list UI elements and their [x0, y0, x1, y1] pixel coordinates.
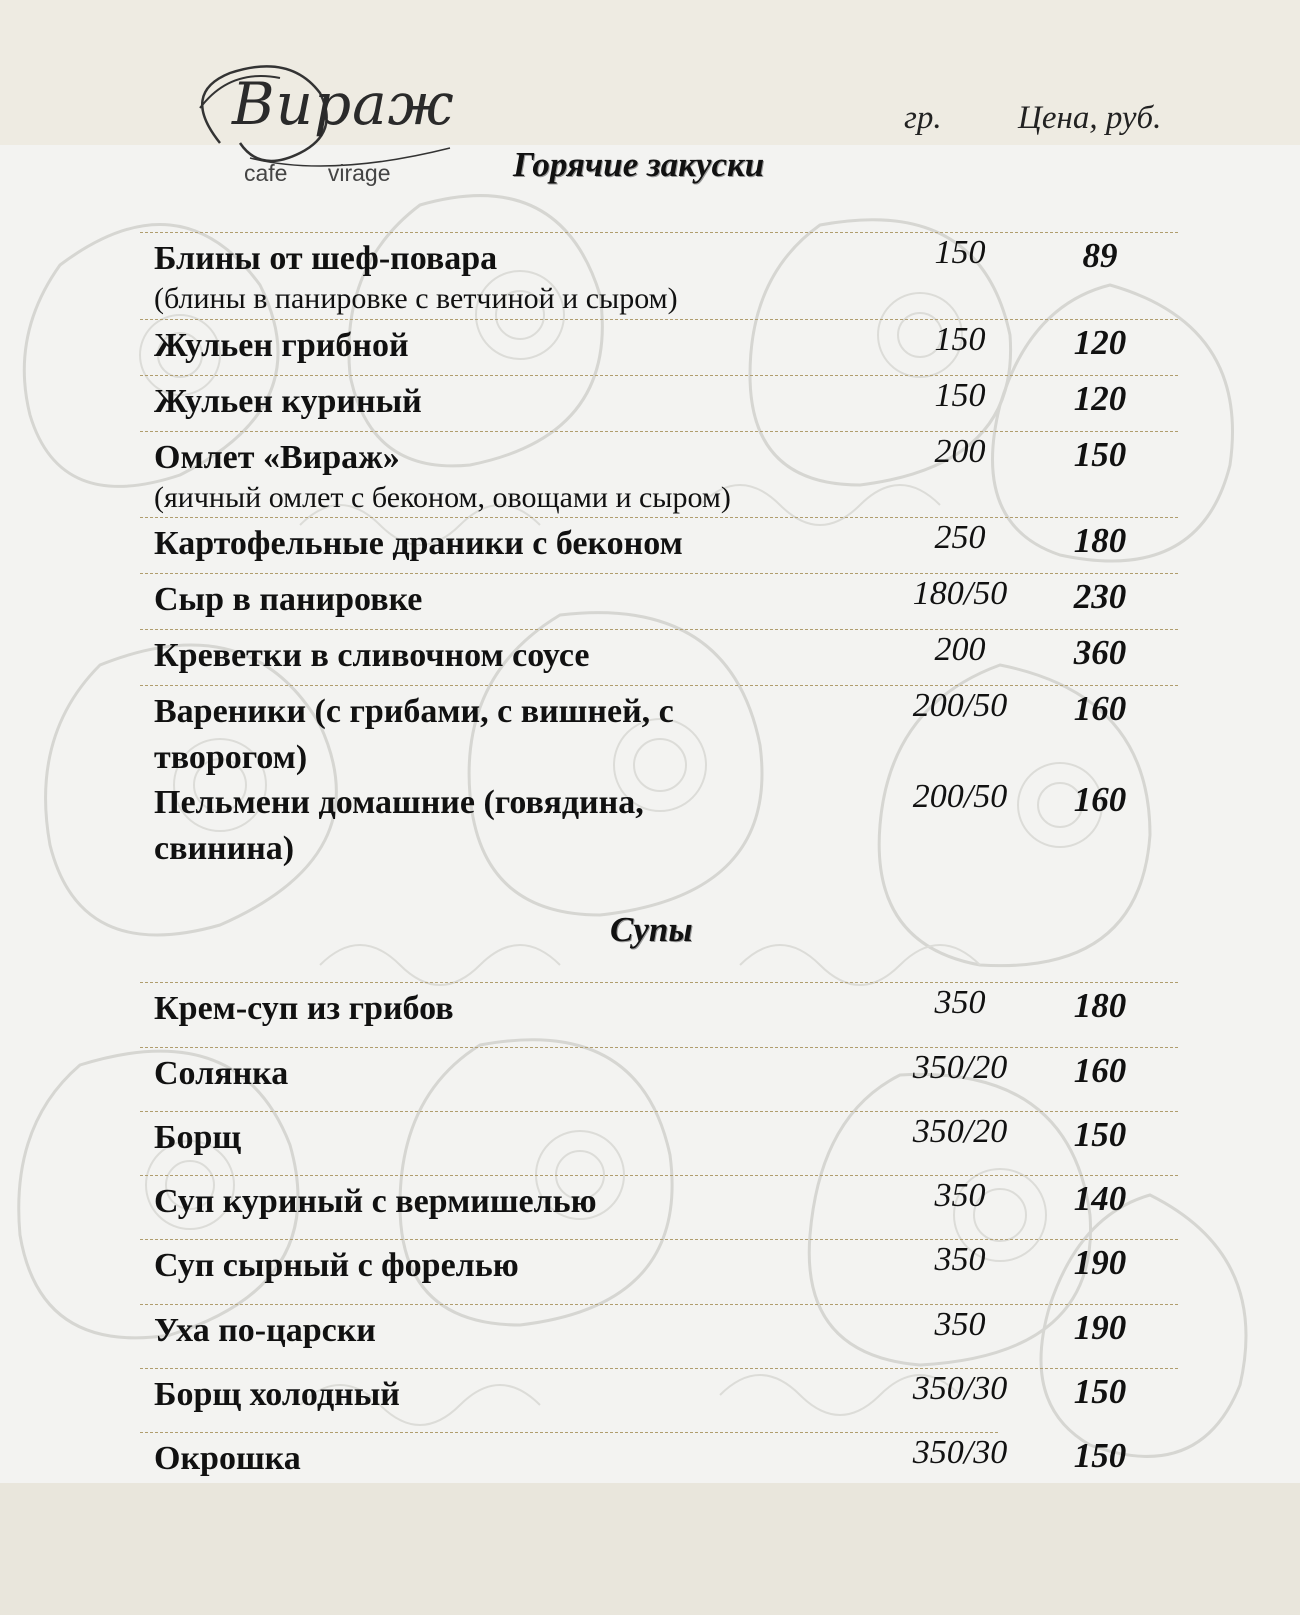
- row-divider: [140, 517, 1178, 518]
- item-price: 140: [1073, 1179, 1127, 1218]
- item-price: 120: [1073, 323, 1127, 362]
- row-divider: [140, 431, 1178, 432]
- row-divider: [140, 1047, 1178, 1048]
- row-divider: [140, 1368, 1178, 1369]
- item-weight: 200/50: [912, 687, 1008, 724]
- item-name: Омлет «Вираж»: [154, 439, 400, 476]
- row-divider: [140, 1111, 1178, 1112]
- section-title-soups: Супы: [610, 910, 693, 949]
- item-weight: 350/30: [912, 1434, 1008, 1471]
- item-weight: 350: [934, 1241, 986, 1278]
- item-price: 120: [1073, 379, 1127, 418]
- item-name: Суп куриный с вермишелью: [154, 1183, 597, 1220]
- item-weight: 350/20: [912, 1113, 1008, 1150]
- item-price: 160: [1073, 780, 1127, 819]
- item-weight: 350/30: [912, 1370, 1008, 1407]
- item-price: 190: [1073, 1308, 1127, 1347]
- logo-script-text: Вираж: [232, 70, 455, 138]
- row-divider: [140, 685, 1178, 686]
- item-price: 160: [1073, 1051, 1127, 1090]
- item-price: 160: [1073, 689, 1127, 728]
- item-name: Борщ: [154, 1119, 242, 1156]
- item-name: Пельмени домашние (говядина, свинина): [154, 784, 644, 867]
- item-name: Уха по-царски: [154, 1312, 376, 1349]
- item-price: 150: [1073, 1115, 1127, 1154]
- price-column-header: Цена, руб.: [1018, 100, 1162, 136]
- item-name: Жульен куриный: [154, 383, 422, 420]
- item-name: Борщ холодный: [154, 1376, 400, 1413]
- item-weight: 350: [934, 984, 986, 1021]
- row-divider: [140, 982, 1178, 983]
- item-price: 230: [1073, 577, 1127, 616]
- item-weight: 150: [934, 234, 986, 271]
- row-divider: [140, 1175, 1178, 1176]
- item-weight: 250: [934, 519, 986, 556]
- item-weight: 150: [934, 321, 986, 358]
- row-divider: [140, 319, 1178, 320]
- row-divider: [140, 629, 1178, 630]
- item-weight: 200: [934, 433, 986, 470]
- item-name: Блины от шеф-повара: [154, 240, 498, 277]
- item-weight: 200/50: [912, 778, 1008, 815]
- row-divider: [140, 232, 1178, 233]
- item-weight: 180/50: [912, 575, 1008, 612]
- item-weight: 150: [934, 377, 986, 414]
- item-price: 89: [1082, 236, 1118, 275]
- item-name: Жульен грибной: [154, 327, 409, 364]
- item-price: 150: [1073, 435, 1127, 474]
- row-divider: [140, 375, 1178, 376]
- item-weight: 350/20: [912, 1049, 1008, 1086]
- item-weight: 200: [934, 631, 986, 668]
- item-price: 180: [1073, 521, 1127, 560]
- item-weight: 350: [934, 1177, 986, 1214]
- row-divider: [140, 1432, 998, 1433]
- item-description: (яичный омлет с беконом, овощами и сыром): [154, 481, 731, 514]
- item-price: 180: [1073, 986, 1127, 1025]
- item-name: Креветки в сливочном соусе: [154, 637, 590, 674]
- item-name: Сыр в панировке: [154, 581, 423, 618]
- item-price: 150: [1073, 1372, 1127, 1411]
- weight-column-header: гр.: [904, 100, 942, 136]
- row-divider: [140, 1304, 1178, 1305]
- row-divider: [140, 1239, 1178, 1240]
- cafe-logo: [160, 48, 480, 198]
- item-name: Вареники (с грибами, с вишней, с творогом): [154, 693, 674, 776]
- item-name: Крем-суп из грибов: [154, 990, 454, 1027]
- item-description: (блины в панировке с ветчиной и сыром): [154, 282, 678, 315]
- logo-subtitle: cafe virage: [244, 160, 391, 186]
- section-title-hot-appetizers: Горячие закуски: [513, 145, 765, 184]
- item-name: Суп сырный с форелью: [154, 1247, 519, 1284]
- item-weight: 350: [934, 1306, 986, 1343]
- item-name: Солянка: [154, 1055, 289, 1092]
- item-price: 150: [1073, 1436, 1127, 1475]
- row-divider: [140, 573, 1178, 574]
- item-price: 360: [1073, 633, 1127, 672]
- item-name: Окрошка: [154, 1440, 301, 1477]
- item-name: Картофельные драники с беконом: [154, 525, 683, 562]
- bottom-band: [0, 1483, 1300, 1615]
- item-price: 190: [1073, 1243, 1127, 1282]
